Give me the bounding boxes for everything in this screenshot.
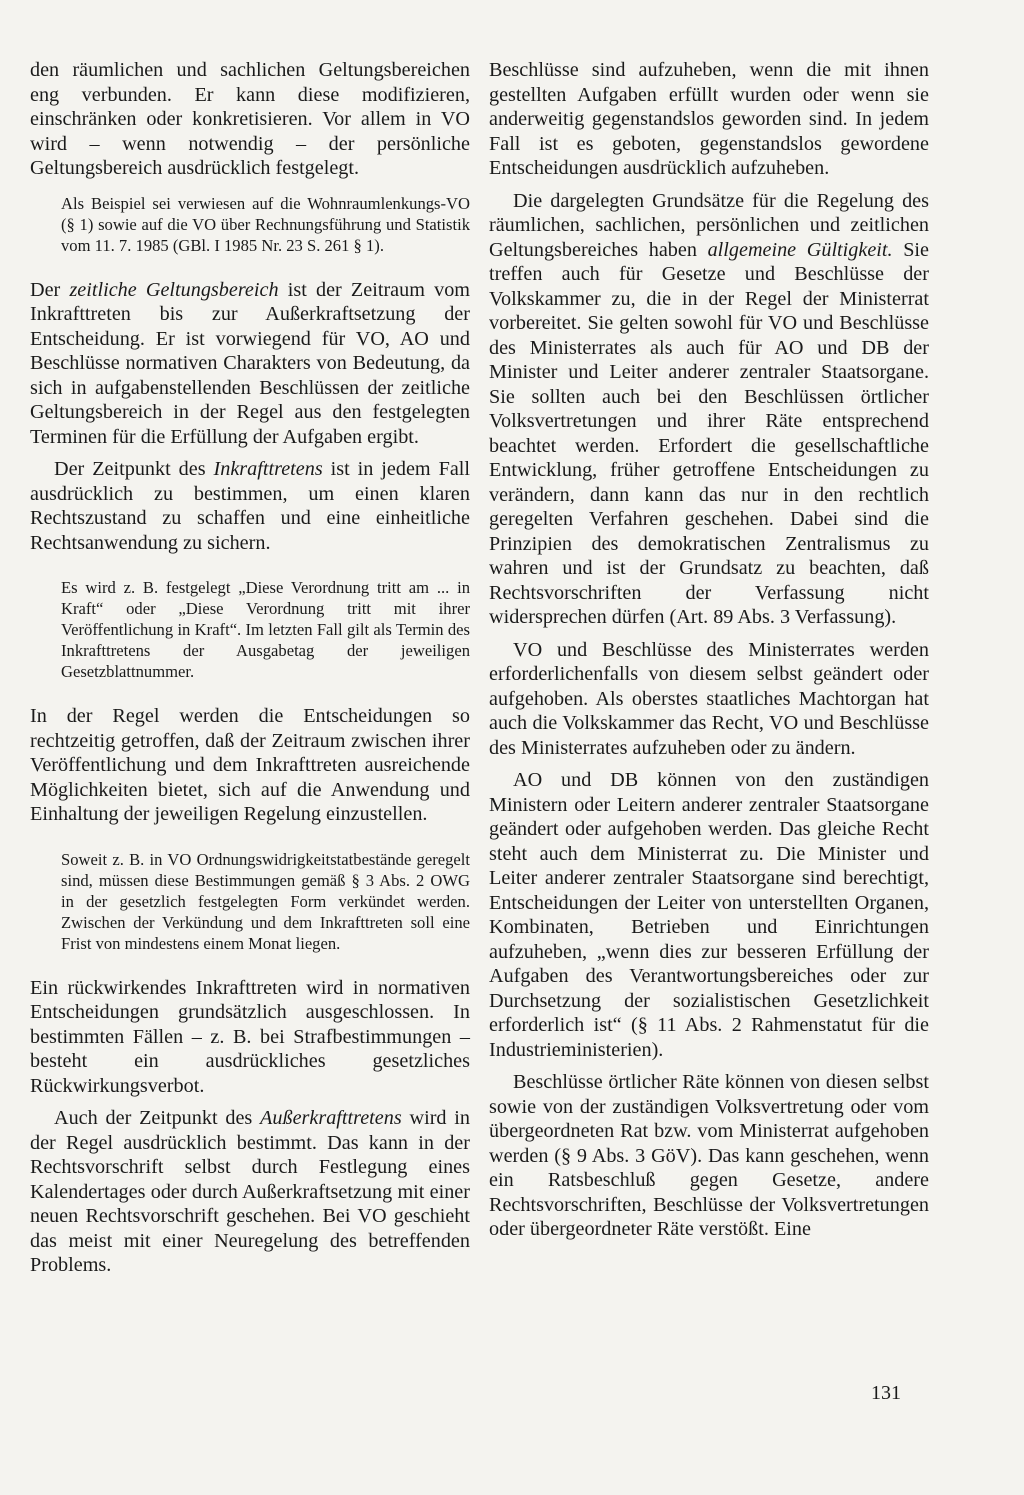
page-number: 131 [871,1382,901,1404]
text-run: Der [30,278,70,301]
paragraph: AO und DB können von den zuständigen Ministern oder Leitern anderer zentraler Staatsorgane geändert oder aufgehoben werden. Das gleiche Recht steht auch dem Ministerrat zu. Die Minister und Leiter anderer zentraler Staatsorgane sind berechtigt, Entscheidungen der Leiter von unterstellten Organen, Kombinaten, Betrieben und Einrichtungen aufzuheben, „wenn dies zur besseren Erfüllung der Aufgaben des Verantwortungsbereiches oder zur Durchsetzung der sozialistischen Gesetzlichkeit erforderlich ist“ (§ 11 Abs. 2 Rahmenstatut für die Industrieministerien). [489,769,929,1061]
note-paragraph: Soweit z. B. in VO Ordnungswidrigkeitstatbestände geregelt sind, müssen diese Bestimmungen gemäß § 3 Abs. 2 OWG in der gesetzlich festgelegten Form verkündet werden. Zwischen der Verkündung und dem Inkrafttreten soll eine Frist von mindestens einem Monat liegen. [61,849,470,953]
paragraph [30,278,470,450]
note-paragraph: Es wird z. B. festgelegt „Diese Verordnung tritt am ... in Kraft“ oder „Diese Verordnung tritt mit ihrer Veröffentlichung in Kraft“. Im letzten Fall gilt als Termin des Inkrafttretens der Ausgabetag der jeweiligen Gesetzblattnummer. [61,578,470,681]
paragraph [30,457,470,555]
text-run: Die dargelegten Grundsätze für die Regelung des räumlichen, sachlichen, persönlichen und zeitlichen Geltungsbereiches haben [489,189,929,261]
paragraph [489,189,929,630]
right-column [489,58,929,1242]
text-run: Sie treffen auch für Gesetze und Beschlüsse der Volkskammer zu, die in der Regel der Ministerrat vorbereitet. Sie gelten sowohl für VO und Beschlüsse des Ministerrates als auch für AO und DB der Minister und Leiter anderer zentraler Staatsorgane. Sie sollten auch bei den Beschlüssen örtlicher Volksvertretungen und ihrer Räte entsprechend beachtet werden. Erfordert die gesellschaftliche Entwicklung, früher getroffene Entscheidungen zu verändern, dann kann das nur in den rechtlich geregelten Verfahren geschehen. Dabei sind die Prinzipien des demokratischen Zentralismus zu wahren und ist der Grundsatz zu beachten, daß Rechtsvorschriften der Verfassung nicht widersprechen dürfen (Art. 89 Abs. 3 Verfassung). [489,238,929,628]
text-run: Auch der Zeitpunkt des [54,1107,261,1129]
paragraph: Ein rückwirkendes Inkrafttreten wird in normativen Entscheidungen grundsätzlich ausgeschlossen. In bestimmten Fällen – z. B. bei Strafbestimmungen – besteht ein ausdrückliches gesetzliches Rückwirkungsverbot. [30,976,470,1097]
emphasis-text: zeitliche Geltungsbereich [69,278,279,301]
paragraph [30,1106,470,1278]
left-column [30,58,470,1278]
paragraph: Beschlüsse örtlicher Räte können von diesen selbst sowie von der zuständigen Volksvertretung oder vom übergeordneten Rat bzw. vom Ministerrat aufgehoben werden (§ 9 Abs. 3 GöV). Das kann geschehen, wenn ein Ratsbeschluß gegen Gesetze, andere Rechtsvorschriften, Beschlüsse der Volksvertretungen oder übergeordneter Räte verstößt. Eine [489,1071,929,1240]
text-run: ist der Zeitraum vom Inkrafttreten bis zur Außerkraftsetzung der Entscheidung. Er ist vorwiegend für VO, AO und Beschlüsse normativen Charakters von Bedeutung, da sich in aufgabenstellenden Beschlüssen der zeitliche Geltungsbereich in der Regel aus den festgelegten Terminen für die Erfüllung der Aufgaben ergibt. [30,278,470,448]
paragraph: den räumlichen und sachlichen Geltungsbereichen eng verbunden. Er kann diese modifizieren, einschränken oder konkretisieren. Vor allem in VO wird – wenn notwendig – der persönliche Geltungsbereich ausdrücklich festgelegt. [30,59,470,179]
note-paragraph: Als Beispiel sei verwiesen auf die Wohnraumlenkungs-VO (§ 1) sowie auf die VO über Rechnungsführung und Statistik vom 11. 7. 1985 (GBl. I 1985 Nr. 23 S. 261 § 1). [61,193,470,255]
text-run: Der Zeitpunkt des [54,458,214,480]
emphasis-text: Inkrafttretens [213,458,323,480]
paragraph: In der Regel werden die Entscheidungen so rechtzeitig getroffen, daß der Zeitraum zwischen ihrer Veröffentlichung und dem Inkrafttreten ausreichende Möglichkeiten bietet, sich auf die Anwendung und Einhaltung der jeweiligen Regelung einzustellen. [30,705,470,825]
emphasis-text: allgemeine Gültigkeit. [707,238,893,261]
text-run: wird in der Regel ausdrücklich bestimmt. Das kann in der Rechtsvorschrift selbst durch Festlegung eines Kalendertages oder durch Außerkraftsetzung mit einer neuen Rechtsvorschrift geschehen. Bei VO geschieht das meist mit einer Neuregelung des betreffenden Problems. [30,1107,470,1276]
text-run: ist in jedem Fall ausdrücklich zu bestimmen, um einen klaren Rechtszustand zu schaffen und eine einheitliche Rechtsanwendung zu sichern. [30,458,470,554]
emphasis-text: Außerkrafttretens [260,1107,402,1129]
paragraph: VO und Beschlüsse des Ministerrates werden erforderlichenfalls von diesem selbst geändert oder aufgehoben. Als oberstes staatliches Machtorgan hat auch die Volkskammer das Recht, VO und Beschlüsse des Ministerrates aufzuheben oder zu ändern. [489,638,929,759]
paragraph: Beschlüsse sind aufzuheben, wenn die mit ihnen gestellten Aufgaben erfüllt wurden oder wenn sie anderweitig gegenstandslos geworden sind. In jedem Fall ist es geboten, gegenstandslos gewordene Entscheidungen ausdrücklich aufzuheben. [489,59,929,179]
